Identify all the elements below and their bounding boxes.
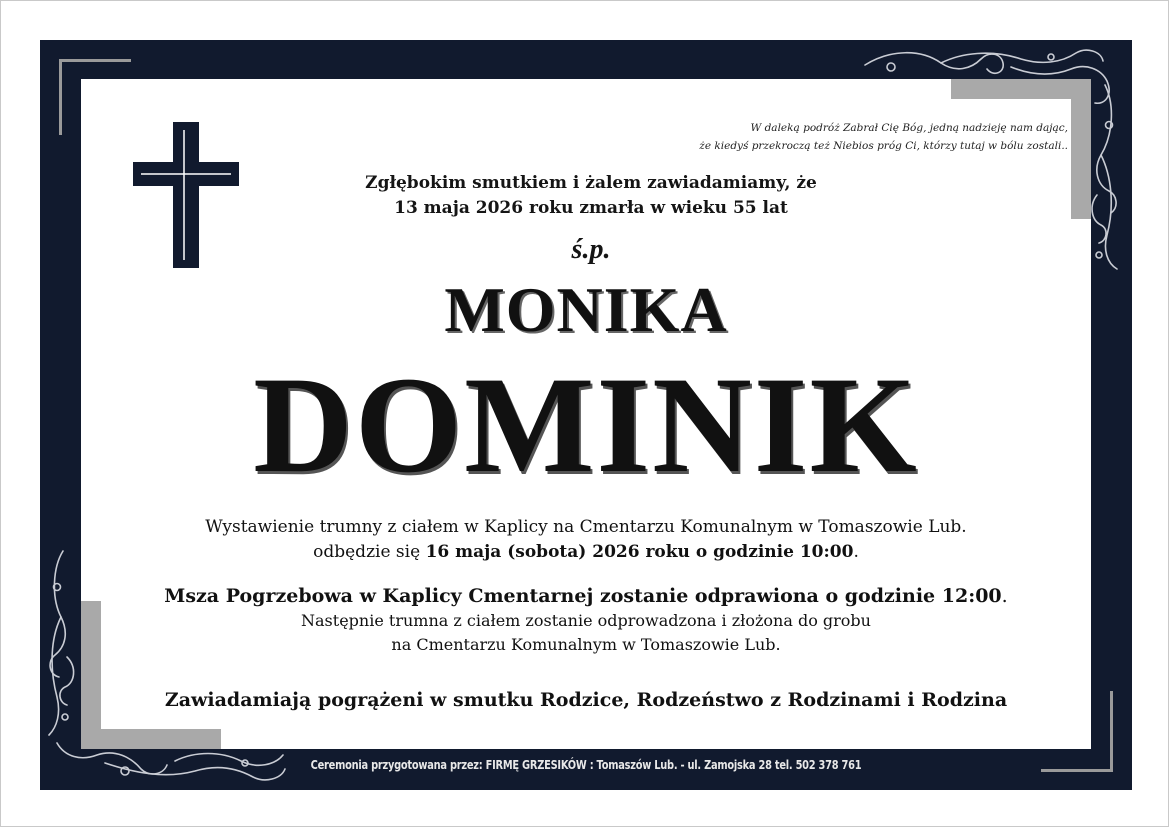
viewing-line-2 bbox=[81, 540, 1091, 565]
viewing-date-time: 16 maja (sobota) 2026 roku o godzinie 10:00 bbox=[425, 542, 854, 562]
memorial-verse bbox=[568, 119, 1068, 155]
verse-line-2: że kiedyś przekroczą też Niebios próg Ci, którzy tutaj w bólu zostali.. bbox=[699, 140, 1068, 152]
viewing-line-2-end: . bbox=[853, 542, 859, 562]
mass-line-1 bbox=[81, 583, 1091, 609]
viewing-line-1: Wystawienie trumny z ciałem w Kaplicy na Cmentarzu Komunalnym w Tomaszowie Lub. bbox=[205, 517, 967, 537]
announcement-intro bbox=[271, 171, 911, 221]
funeral-home-footer: Ceremonia przygotowana przez: FIRMĘ GRZESIKÓW : Tomaszów Lub. - ul. Zamojska 28 tel. 502 378 761 bbox=[310, 758, 862, 772]
mass-line-3: na Cmentarzu Komunalnym w Tomaszowie Lub. bbox=[391, 635, 781, 654]
first-name: MONIKA bbox=[444, 274, 728, 345]
mass-line-2: Następnie trumna z ciałem zostanie odprowadzona i złożona do grobu bbox=[301, 611, 871, 630]
mass-info bbox=[81, 583, 1091, 657]
sp-prefix: ś.p. bbox=[571, 234, 611, 265]
corner-line-top-left-v bbox=[59, 59, 62, 135]
verse-line-1: W daleką podróż Zabrał Cię Bóg, jedną nadzieję nam dając, bbox=[750, 122, 1068, 134]
viewing-line-2-start: odbędzie się bbox=[313, 542, 426, 562]
intro-line-1: Zgłębokim smutkiem i żalem zawiadamiamy, że bbox=[365, 173, 817, 193]
viewing-info bbox=[81, 515, 1091, 565]
corner-line-bottom-right-h bbox=[1041, 769, 1113, 772]
corner-line-top-left-h bbox=[59, 59, 131, 62]
mass-line-1-end: . bbox=[1001, 585, 1008, 607]
intro-line-2: 13 maja 2026 roku zmarła w wieku 55 lat bbox=[394, 198, 788, 218]
mourners-line: Zawiadamiają pogrążeni w smutku Rodzice, Rodzeństwo z Rodzinami i Rodzina bbox=[164, 689, 1008, 711]
mass-time: Msza Pogrzebowa w Kaplicy Cmentarnej zostanie odprawiona o godzinie 12:00 bbox=[164, 585, 1002, 607]
last-name: DOMINIK bbox=[253, 348, 919, 501]
corner-line-bottom-right-v bbox=[1110, 691, 1113, 772]
latin-cross-icon bbox=[133, 122, 239, 268]
